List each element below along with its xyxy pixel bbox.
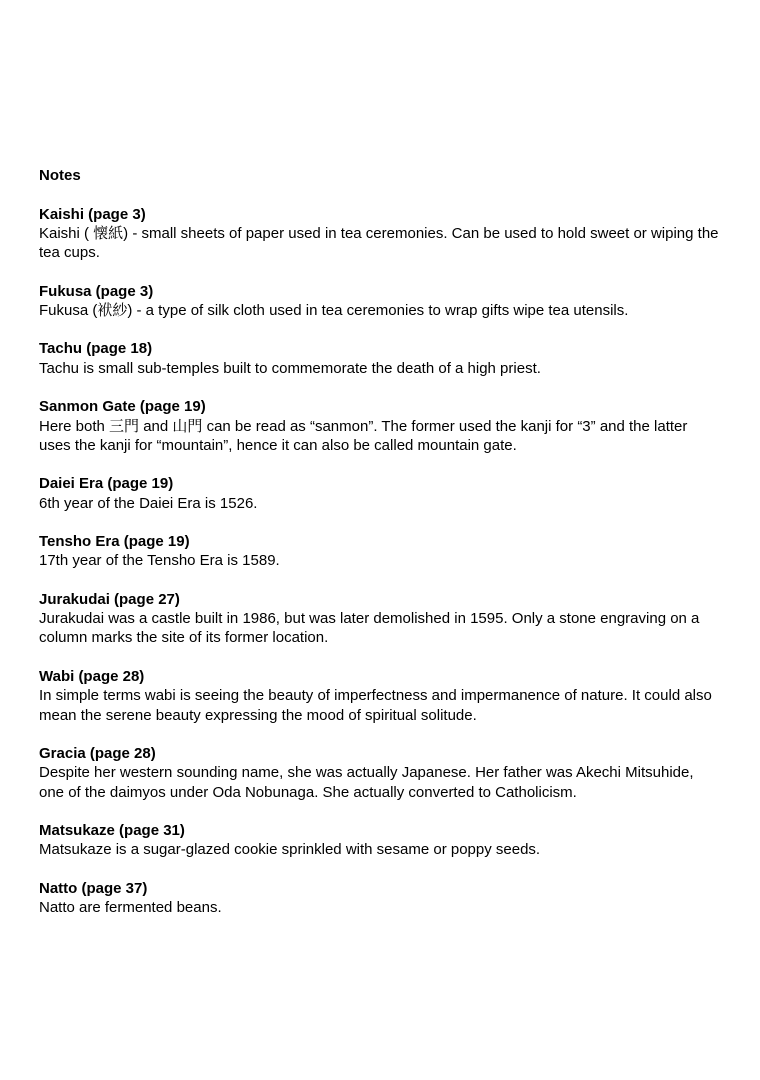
notes-page xyxy=(39,166,719,937)
note-tachu xyxy=(39,339,719,378)
note-body: Kaishi ( 懐紙) - small sheets of paper used in tea ceremonies. Can be used to hold sweet or wiping the tea cups. xyxy=(39,224,719,262)
note-heading: Tensho Era (page 19) xyxy=(39,533,190,551)
note-body: Despite her western sounding name, she was actually Japanese. Her father was Akechi Mitsuhide, one of the daimyos under Oda Nobunaga. She actually converted to Catholicism. xyxy=(39,764,694,801)
note-heading: Kaishi (page 3) xyxy=(39,205,146,223)
note-natto xyxy=(39,879,719,918)
note-body: Natto are fermented beans. xyxy=(39,899,222,917)
note-body: Matsukaze is a sugar-glazed cookie sprinkled with sesame or poppy seeds. xyxy=(39,841,541,859)
note-jurakudai xyxy=(39,590,719,648)
page-title: Notes xyxy=(39,167,81,184)
note-heading: Sanmon Gate (page 19) xyxy=(39,398,206,416)
note-body: 6th year of the Daiei Era is 1526. xyxy=(39,494,258,512)
note-heading: Fukusa (page 3) xyxy=(39,282,154,300)
note-heading: Wabi (page 28) xyxy=(39,667,145,685)
note-wabi xyxy=(39,667,719,725)
note-tensho-era xyxy=(39,532,719,571)
note-heading: Jurakudai (page 27) xyxy=(39,590,180,608)
note-daiei-era xyxy=(39,474,719,513)
note-heading: Natto (page 37) xyxy=(39,879,148,897)
note-kaishi xyxy=(39,205,719,263)
note-body: Fukusa (袱紗) - a type of silk cloth used in tea ceremonies to wrap gifts wipe tea utensils. xyxy=(39,301,629,319)
note-body: Tachu is small sub-temples built to commemorate the death of a high priest. xyxy=(39,359,541,377)
note-body: Here both 三門 and 山門 can be read as “sanmon”. The former used the kanji for “3” and the latter uses the kanji for “mountain”, hence it can also be called mountain gate. xyxy=(39,417,688,454)
note-heading: Tachu (page 18) xyxy=(39,340,153,358)
note-body: 17th year of the Tensho Era is 1589. xyxy=(39,552,280,570)
note-fukusa xyxy=(39,282,719,321)
note-gracia xyxy=(39,744,719,802)
note-body: Jurakudai was a castle built in 1986, but was later demolished in 1595. Only a stone engraving on a column marks the site of its former location. xyxy=(39,610,700,647)
note-sanmon-gate xyxy=(39,397,719,455)
note-heading: Matsukaze (page 31) xyxy=(39,822,185,840)
note-body: In simple terms wabi is seeing the beauty of imperfectness and impermanence of nature. It could also mean the serene beauty expressing the mood of spiritual solitude. xyxy=(39,687,712,724)
note-heading: Daiei Era (page 19) xyxy=(39,475,174,493)
note-heading: Gracia (page 28) xyxy=(39,745,156,763)
note-matsukaze xyxy=(39,821,719,860)
